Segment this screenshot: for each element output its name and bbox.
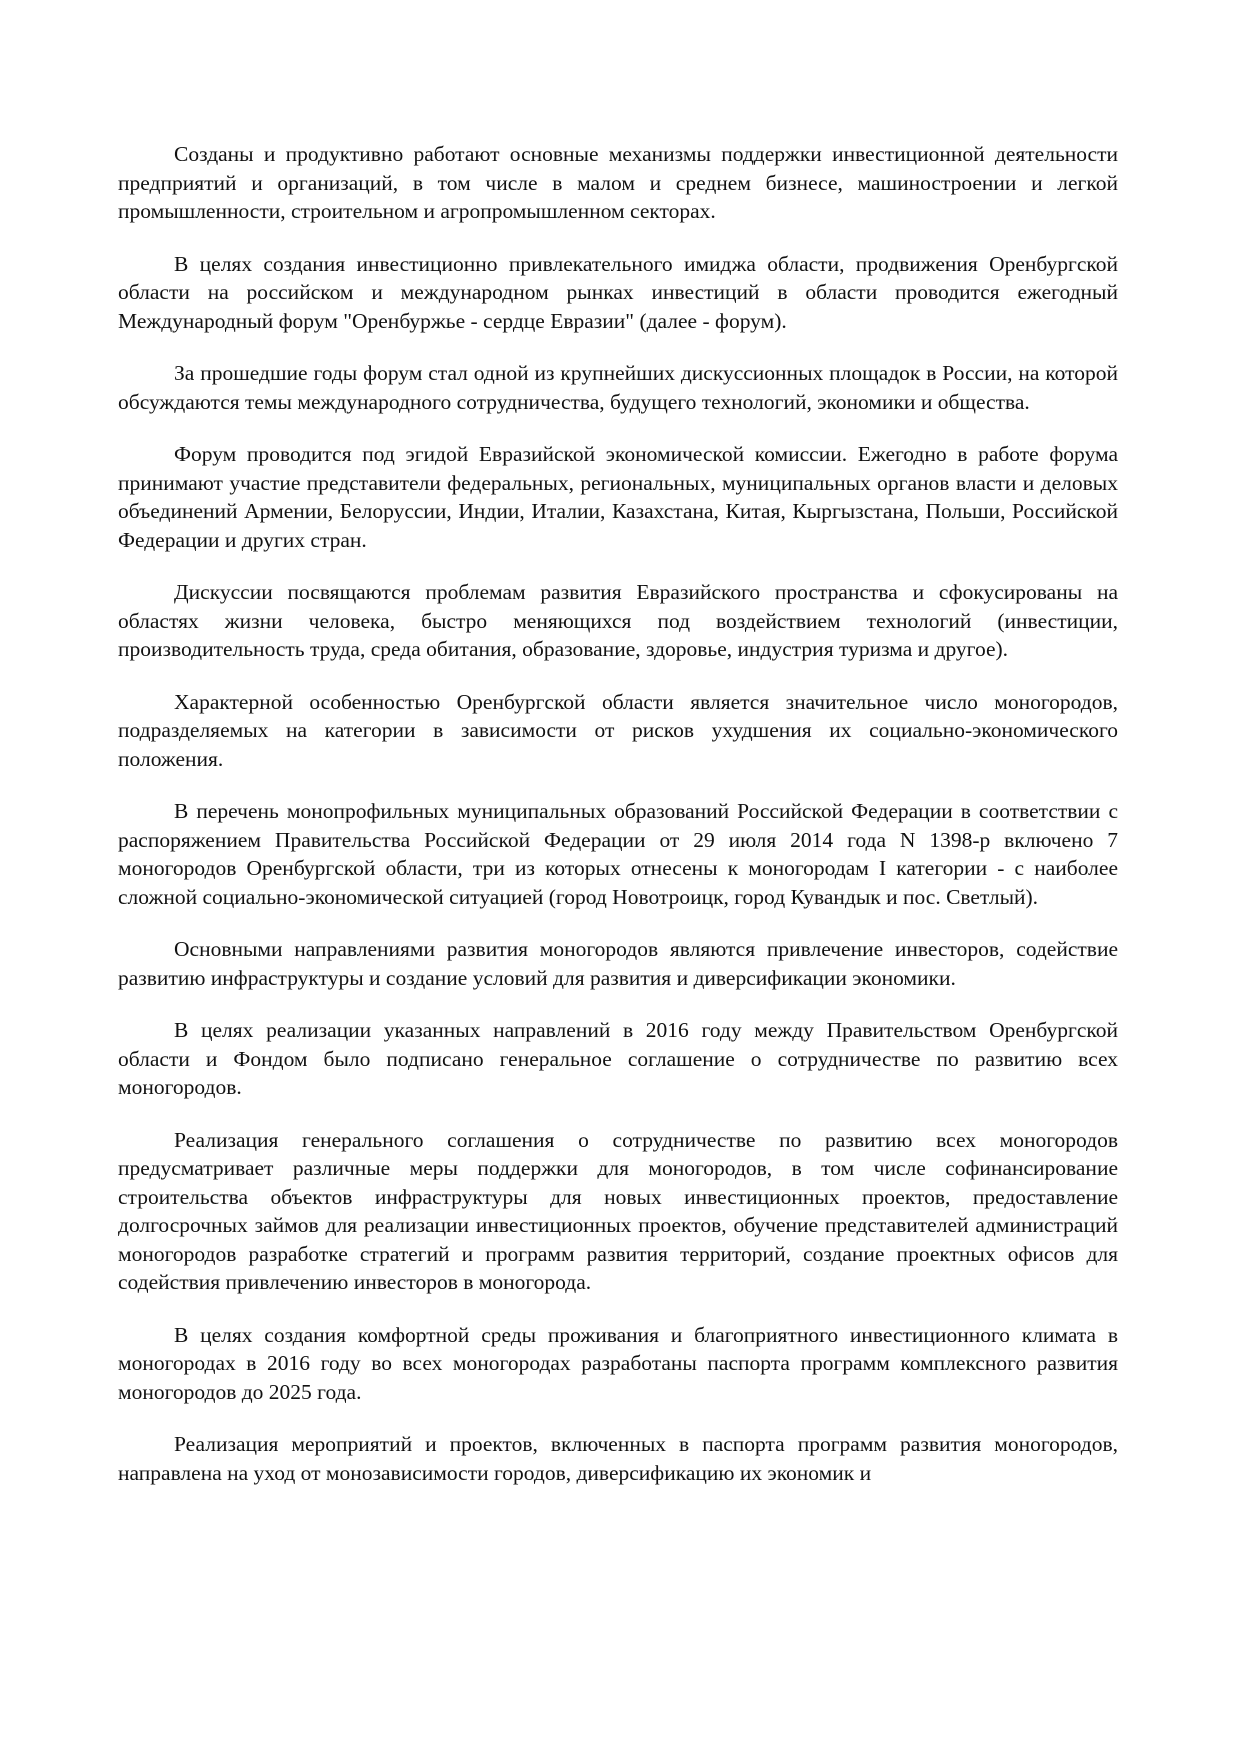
paragraph: Форум проводится под эгидой Евразийской экономической комиссии. Ежегодно в работе форума принимают участие представители федеральных, региональных, муниципальных органов власти и деловых объединений Армении, Белоруссии, Индии, Италии, Казахстана, Китая, Кыргызстана, Польши, Российской Федерации и других стран. <box>118 442 1118 552</box>
paragraph: Созданы и продуктивно работают основные механизмы поддержки инвестиционной деятельности предприятий и организаций, в том числе в малом и среднем бизнесе, машиностроении и легкой промышленности, строительном и агропромышленном секторах. <box>118 142 1118 223</box>
paragraph: Реализация мероприятий и проектов, включенных в паспорта программ развития моногородов, направлена на уход от монозависимости городов, диверсификацию их экономик и <box>118 1432 1118 1485</box>
paragraph: Основными направлениями развития моногородов являются привлечение инвесторов, содействие развитию инфраструктуры и создание условий для развития и диверсификации экономики. <box>118 937 1118 990</box>
document-page <box>118 140 1118 1511</box>
paragraph: Дискуссии посвящаются проблемам развития Евразийского пространства и сфокусированы на областях жизни человека, быстро меняющихся под воздействием технологий (инвестиции, производительность труда, среда обитания, образование, здоровье, индустрия туризма и другое). <box>118 580 1118 661</box>
paragraph: За прошедшие годы форум стал одной из крупнейших дискуссионных площадок в России, на которой обсуждаются темы международного сотрудничества, будущего технологий, экономики и общества. <box>118 361 1118 414</box>
paragraph: В перечень монопрофильных муниципальных образований Российской Федерации в соответствии с распоряжением Правительства Российской Федерации от 29 июля 2014 года N 1398-р включено 7 моногородов Оренбургской области, три из которых отнесены к моногородам I категории - с наиболее сложной социально-экономической ситуацией (город Новотроицк, город Кувандык и пос. Светлый). <box>118 799 1118 909</box>
paragraph: В целях создания комфортной среды проживания и благоприятного инвестиционного климата в моногородах в 2016 году во всех моногородах разработаны паспорта программ комплексного развития моногородов до 2025 года. <box>118 1322 1118 1404</box>
paragraph: Характерной особенностью Оренбургской области является значительное число моногородов, подразделяемых на категории в зависимости от рисков ухудшения их социально-экономического положения. <box>118 689 1118 771</box>
paragraph: Реализация генерального соглашения о сотрудничестве по развитию всех моногородов предусматривает различные меры поддержки для моногородов, в том числе софинансирование строительства объектов инфраструктуры для новых инвестиционных проектов, предоставление долгосрочных займов для реализации инвестиционных проектов, обучение представителей администраций моногородов разработке стратегий и программ развития территорий, создание проектных офисов для содействия привлечению инвесторов в моногорода. <box>118 1127 1118 1294</box>
paragraph: В целях реализации указанных направлений в 2016 году между Правительством Оренбургской области и Фондом было подписано генеральное соглашение о сотрудничестве по развитию всех моногородов. <box>118 1018 1118 1099</box>
paragraph: В целях создания инвестиционно привлекательного имиджа области, продвижения Оренбургской области на российском и международном рынках инвестиций в области проводится ежегодный Международный форум "Оренбуржье - сердце Евразии" (далее - форум). <box>118 251 1118 333</box>
